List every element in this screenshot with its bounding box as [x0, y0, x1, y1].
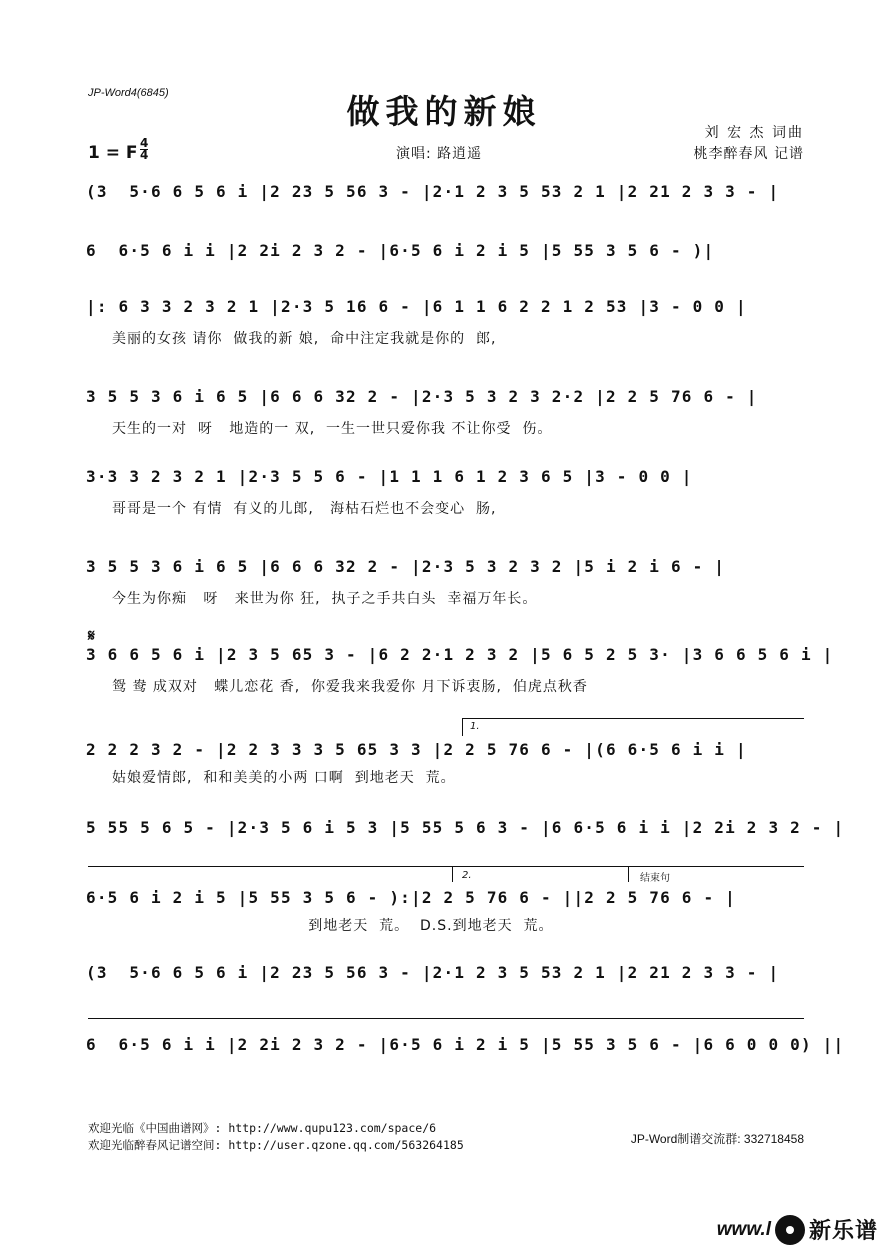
footer-group: JP-Word制谱交流群: 332718458: [630, 1132, 804, 1146]
coda-tick: [628, 866, 629, 882]
volta-1-label: 1.: [470, 721, 480, 732]
volta-1-continuation: [88, 866, 804, 867]
notation-line-4: 3 5 5 3 6 i 6 5 |6 6 6 32 2 - |2·3 5 3 2 3 2·2 |2 2 5 76 6 - |: [86, 387, 758, 406]
notation-line-7: 3 6 6 5 6 i |2 3 5 65 3 - |6 2 2·1 2 3 2 |5 6 5 2 5 3· |3 6 6 5 6 i |: [86, 645, 834, 664]
time-signature-bottom: 4: [140, 148, 149, 162]
singer-credit: 演唱: 路逍遥: [396, 146, 483, 162]
brand-url: www.l: [716, 1218, 771, 1240]
transcriber-credit: 桃李醉春风 记谱: [693, 146, 804, 162]
composer-credit: 刘 宏 杰 词曲: [704, 125, 804, 141]
notation-line-3: |: 6 3 3 2 3 2 1 |2·3 5 16 6 - |6 1 1 6 2 2 1 2 53 |3 - 0 0 |: [86, 297, 747, 316]
notation-line-6: 3 5 5 3 6 i 6 5 |6 6 6 32 2 - |2·3 5 3 2 3 2 |5 i 2 i 6 - |: [86, 557, 726, 576]
brand-name: 新乐谱: [808, 1219, 878, 1244]
notation-line-12: 6 6·5 6 i i |2 2i 2 3 2 - |6·5 6 i 2 i 5 |5 55 3 5 6 - |6 6 0 0 0) ||: [86, 1035, 845, 1054]
notation-line-8: 2 2 2 3 2 - |2 2 3 3 3 5 65 3 3 |2 2 5 76 6 - |(6 6·5 6 i i |: [86, 740, 747, 759]
lyrics-line-8: 姑娘爱情郎, 和和美美的小两 口啊 到地老天 荒。: [112, 770, 456, 786]
lyrics-line-3: 美丽的女孩 请你 做我的新 娘, 命中注定我就是你的 郎,: [112, 331, 497, 347]
notation-line-9: 5 55 5 6 5 - |2·3 5 6 i 5 3 |5 55 5 6 3 - |6 6·5 6 i i |2 2i 2 3 2 - |: [86, 818, 845, 837]
volta-2-label: 2.: [462, 870, 472, 881]
lyrics-line-4: 天生的一对 呀 地造的一 双, 一生一世只爱你我 不让你受 伤。: [112, 421, 553, 437]
song-title: 做我的新娘: [346, 92, 542, 131]
lyrics-line-5: 哥哥是一个 有情 有义的儿郎, 海枯石烂也不会变心 肠,: [112, 501, 497, 517]
software-label: JP-Word4(6845): [88, 87, 169, 99]
volta-2-tick: [452, 866, 453, 882]
lyrics-line-7: 鸳 鸯 成双对 蝶儿恋花 香, 你爱我来我爱你 月下诉衷肠, 伯虎点秋香: [112, 679, 588, 695]
brand-logo: [717, 1214, 878, 1245]
volta-1-tick: [462, 718, 463, 736]
footer-website-1: 欢迎光临《中国曲谱网》: http://www.qupu123.com/space/6: [88, 1121, 437, 1135]
key-signature: 1 = F: [88, 143, 138, 163]
lyrics-line-10: 到地老天 荒。 D.S.到地老天 荒。: [112, 918, 554, 934]
lyrics-line-6: 今生为你痴 呀 来世为你 狂, 执子之手共白头 幸福万年长。: [112, 591, 538, 607]
time-signature-top: 4: [140, 136, 149, 150]
footer-website-2: 欢迎光临醉春风记谱空间: http://user.qzone.qq.com/563264185: [88, 1138, 464, 1152]
coda-bracket: [88, 1018, 804, 1019]
notation-line-2: 6 6·5 6 i i |2 2i 2 3 2 - |6·5 6 i 2 i 5 |5 55 3 5 6 - )|: [86, 241, 715, 260]
notation-line-5: 3·3 3 2 3 2 1 |2·3 5 5 6 - |1 1 1 6 1 2 3 6 5 |3 - 0 0 |: [86, 467, 693, 486]
coda-label: 结束句: [640, 873, 670, 884]
notation-line-10: 6·5 6 i 2 i 5 |5 55 3 5 6 - ):|2 2 5 76 6 - ||2 2 5 76 6 - |: [86, 888, 736, 907]
record-disc-icon: [775, 1215, 805, 1245]
time-signature: [140, 138, 148, 161]
notation-line-11: (3 5·6 6 5 6 i |2 23 5 56 3 - |2·1 2 3 5 53 2 1 |2 21 2 3 3 - |: [86, 963, 780, 982]
segno-sign: 𝄋: [88, 626, 95, 645]
volta-1-bracket: [462, 718, 804, 719]
notation-line-1: (3 5·6 6 5 6 i |2 23 5 56 3 - |2·1 2 3 5 53 2 1 |2 21 2 3 3 - |: [86, 182, 780, 201]
